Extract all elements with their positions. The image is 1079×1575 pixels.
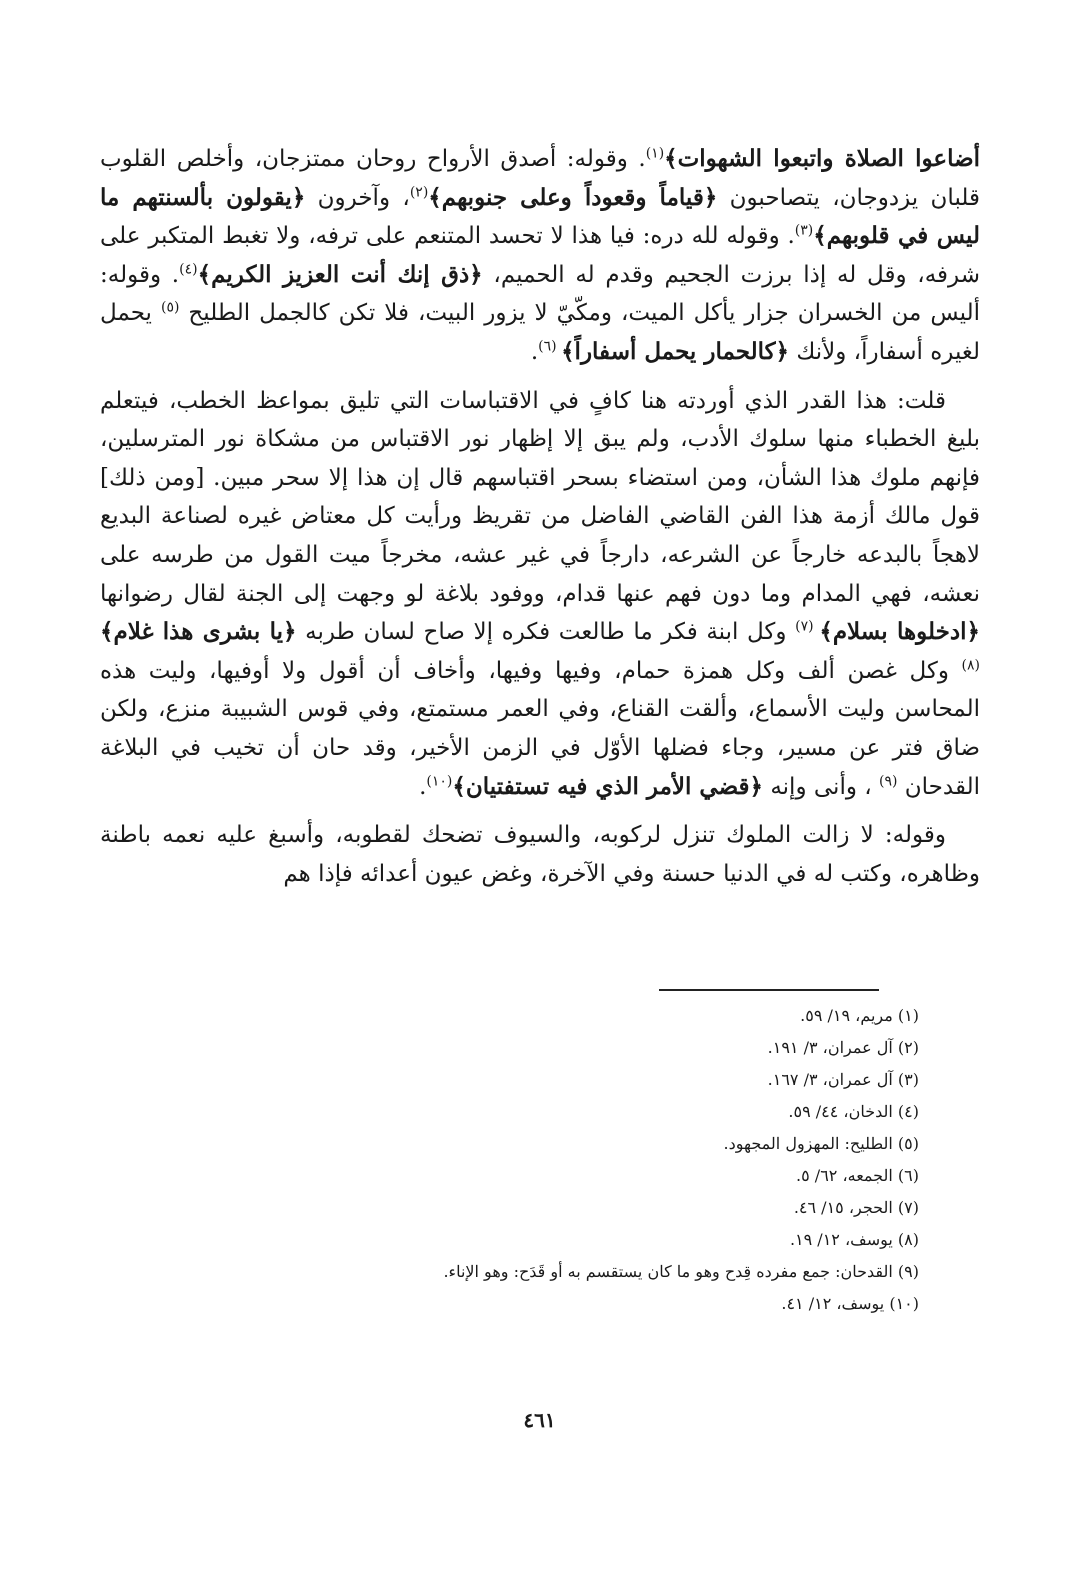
paragraph-3 <box>100 816 980 893</box>
footnote-6: (٦) الجمعه، ٦٢/ ٥. <box>796 1166 919 1185</box>
footnote-9: (٩) القدحان: جمع مفرده قِدح وهو ما كان يستقسم به أو قَدَح: وهو الإناء. <box>443 1262 919 1281</box>
footnote-ref: (٧) <box>795 618 820 635</box>
text-run: ، وآخرون <box>305 184 410 211</box>
quran-quote: ﴿يا بشرى هذا غلام﴾ <box>100 618 297 646</box>
text-run: ، وأنى وإنه <box>763 773 879 800</box>
text-run: . وقوله لله دره: فيا هذا لا تحسد المتنعم على ترفه، ولا تغبط المتكبر على شرفه، وقل له إذا برزت الجحيم وقدم له الحميم، <box>100 223 980 288</box>
footnote-ref: (٥) <box>160 299 180 316</box>
footnote-ref: (٣) <box>794 222 814 239</box>
footnote-7: (٧) الحجر، ١٥/ ٤٦. <box>793 1198 919 1217</box>
footnote-divider <box>659 989 879 991</box>
quran-quote: ﴿ادخلوها بسلام﴾ <box>819 618 980 646</box>
paragraph-1 <box>100 140 980 372</box>
text-run: . وقوله: أصدق الأرواح روحان ممتزجان، وأخلص القلوب قلبان يزدوجان، يتصاحبون <box>100 146 980 211</box>
text-run: وكل ابنة فكر ما طالعت فكره إلا صاح لسان طربه <box>296 619 796 646</box>
footnote-1: (١) مريم، ١٩/ ٥٩. <box>800 1006 919 1025</box>
quran-quote: ﴿ذق إنك أنت العزيز الكريم﴾ <box>197 260 483 288</box>
text-run: . <box>419 773 427 800</box>
footnote-ref: (٢) <box>409 183 429 200</box>
text-run: . وقوله: أليس من الخسران جزار يأكل الميت، ومكّيّ لا يزور البيت، فلا تكن كالجمل الطليح <box>100 261 980 327</box>
footnote-ref: (١٠) <box>426 772 453 789</box>
page-number: ٤٦١ <box>523 1408 556 1432</box>
quran-quote: ﴿قضي الأمر الذي فيه تستفتيان﴾ <box>452 772 764 800</box>
quran-quote: ﴿كالحمار يحمل أسفاراً﴾ <box>561 337 790 365</box>
footnote-4: (٤) الدخان، ٤٤/ ٥٩. <box>788 1102 919 1121</box>
text-run: يحمل لغيره أسفاراً، ولأنك <box>100 300 980 365</box>
footnote-ref: (٤) <box>179 261 198 278</box>
text-run: وكل غصن ألف وكل همزة حمام، وفيها وفيها، وأخاف أن أقول ولا أوفيها، وليت هذه المحاسن وليت الأسماع، وألقت القناع، وفي العمر مستمتع، وفي قوس الشبيبة منزع، ولكن ضاق فتر عن مسير، وجاء فضلها الأوّل في الزمن الأخير، وقد حان أن تخيب في البلاغة القدحان <box>100 657 980 800</box>
footnote-2: (٢) آل عمران، ٣/ ١٩١. <box>767 1038 919 1057</box>
footnote-ref: (٦) <box>538 338 562 355</box>
text-run: وقوله: لا زالت الملوك تنزل لركوبه، والسيوف تضحك لقطوبه، وأسبغ عليه نعمه باطنة وظاهره، وكتب له في الدنيا حسنة وفي الآخرة، وغض عيون أعدائه فإذا هم <box>100 822 980 887</box>
footnote-ref: (١) <box>645 145 665 162</box>
quran-quote: ﴿قياماً وقعوداً وعلى جنوبهم﴾ <box>428 183 718 211</box>
footnote-5: (٥) الطليح: المهزول المجهود. <box>723 1134 919 1153</box>
footnote-3: (٣) آل عمران، ٣/ ١٦٧. <box>767 1070 919 1089</box>
paragraph-2 <box>100 382 980 807</box>
quran-quote: ﴿يقولون بألسنتهم ما ليس في قلوبهم﴾ <box>100 183 980 250</box>
footnote-10: (١٠) يوسف، ١٢/ ٤١. <box>781 1294 919 1313</box>
quran-quote: أضاعوا الصلاة واتبعوا الشهوات﴾ <box>664 145 980 172</box>
footnotes-list <box>99 1000 919 1320</box>
text-run: قلت: هذا القدر الذي أوردته هنا كافٍ في الاقتباسات التي تليق بمواعظ الخطب، فيتعلم بليغ الخطباء منها سلوك الأدب، ولم يبق إلا إظهار نور الاقتباس من مشكاة نور المترسلين، فإنهم ملوك هذا الشأن، ومن استضاء بسحر اقتباسهم قال إن هذا إلا سحر مبين. [ومن ذلك] قول مالك أزمة هذا الفن القاضي الفاضل من تقريظ ورأيت كل معتاض غيره لصناعة البديع لاهجاً بالبدعه خارجاً عن الشرعه، دارجاً في غير عشه، مخرجاً ميت القول من طرسه على نعشه، فهي المدام وما دون فهم عنها قدام، ووفود بلاغة لو وجهت إلى الجنة لقال رضوانها <box>100 387 980 607</box>
footnote-8: (٨) يوسف، ١٢/ ١٩. <box>789 1230 919 1249</box>
footnote-ref: (٨) <box>961 657 980 674</box>
text-run: . <box>530 338 539 365</box>
footnote-ref: (٩) <box>878 772 898 789</box>
main-text <box>100 140 980 893</box>
